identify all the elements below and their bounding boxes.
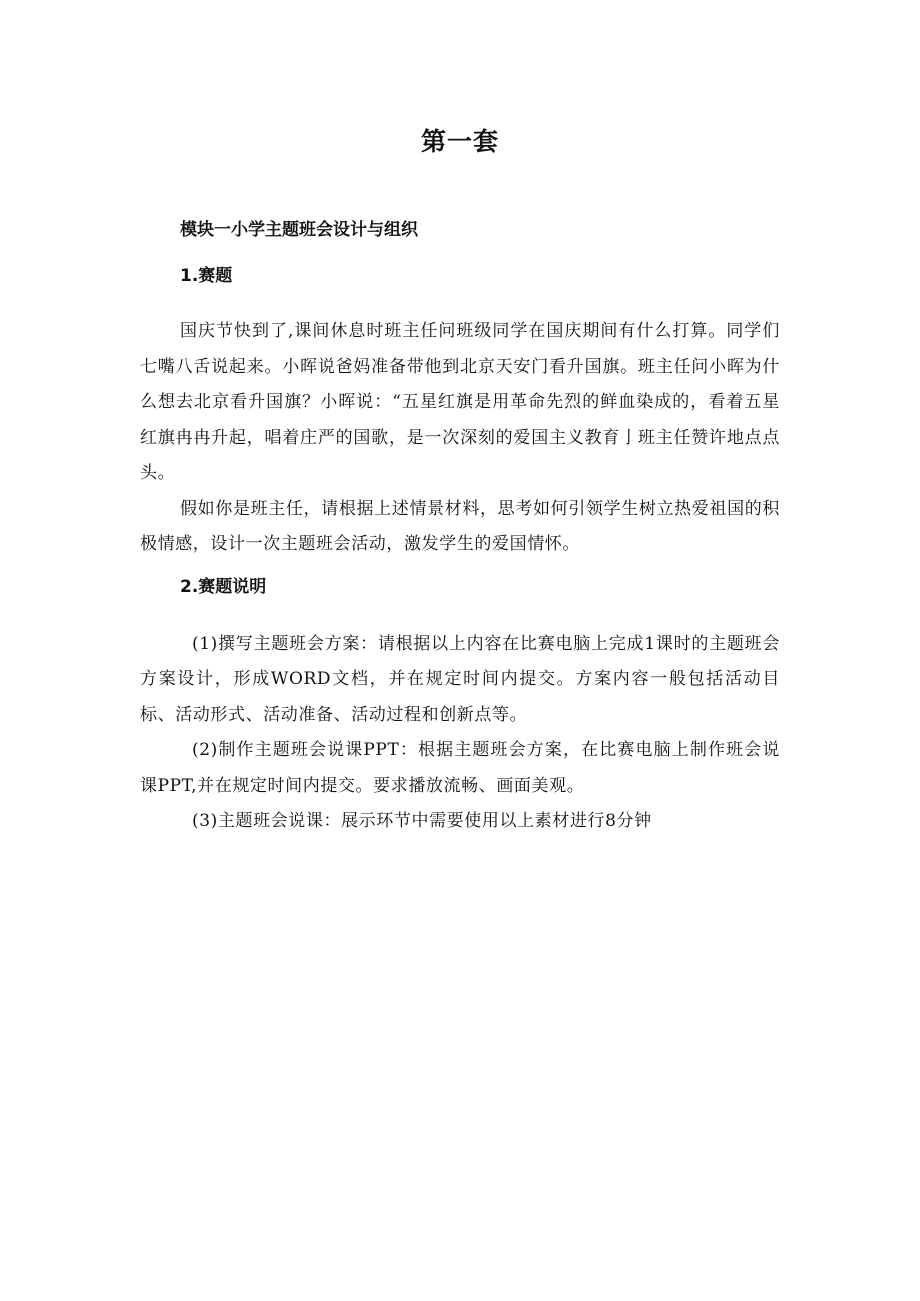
section-heading-question-instructions: 2.赛题说明 (180, 576, 267, 597)
module-heading: 模块一小学主题班会设计与组织 (180, 220, 418, 240)
task-paragraph: 假如你是班主任，请根据上述情景材料，思考如何引领学生树立热爱祖国的积极情感，设计一次主题班会活动，激发学生的爱国情怀。 (140, 498, 780, 554)
scenario-paragraph: 国庆节快到了,课间休息时班主任问班级同学在国庆期间有什么打算。同学们七嘴八舌说起来。小晖说爸妈准备带他到北京天安门看升国旗。班主任问小晖为什么想去北京看升国旗？小晖说：“五星红旗是用革命先烈的鲜血染成的，看着五星红旗冉冉升起，唱着庄严的国歌，是一次深刻的爱国主义教育亅班主任赞许地点点头。 (140, 321, 780, 483)
document-title: 第一套 (420, 127, 499, 156)
instruction-item-presentation: (3)主题班会说课：展示环节中需要使用以上素材进行8分钟 (192, 811, 652, 831)
section-heading-contest-question: 1.赛题 (180, 266, 233, 286)
instruction-item-plan: (1)撰写主题班会方案：请根据以上内容在比赛电脑上完成1课时的主题班会方案设计，形成WORD文档，并在规定时间内提交。方案内容一般包括活动目标、活动形式、活动准备、活动过程和创新点等。 (140, 633, 780, 725)
instruction-item-ppt: (2)制作主题班会说课PPT：根据主题班会方案，在比赛电脑上制作班会说课PPT,并在规定时间内提交。要求播放流畅、画面美观。 (140, 740, 780, 796)
document-body (140, 210, 780, 840)
